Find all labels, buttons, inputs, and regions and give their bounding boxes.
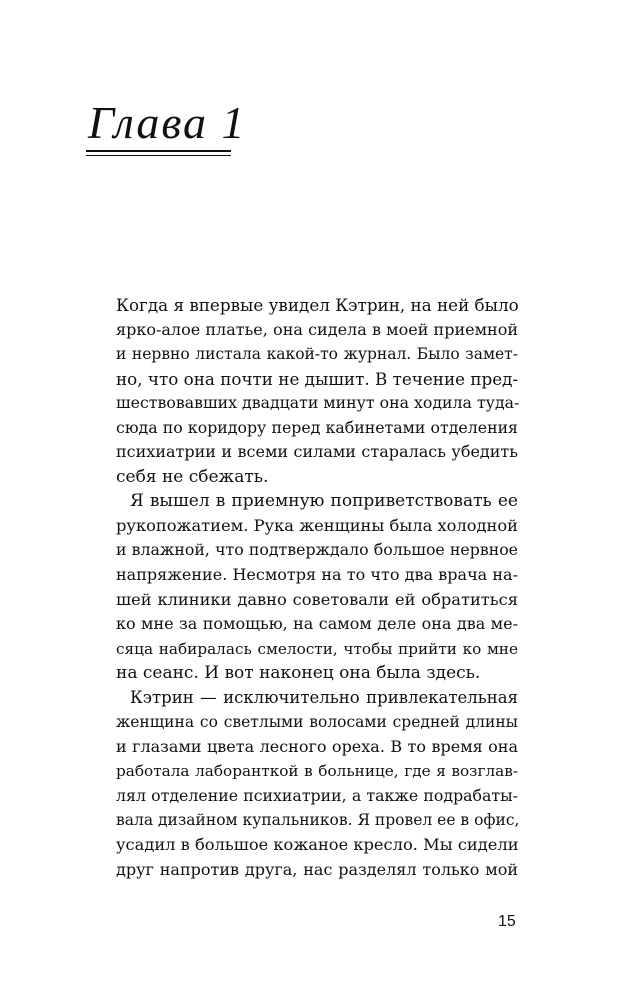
text-line: себя не сбежать. [116,466,269,487]
text-line: ко мне за помощью, на самом деле она два ме- [116,614,518,634]
text-line: на сеанс. И вот наконец она была здесь. [116,663,481,684]
text-line: сюда по коридору перед кабинетами отделения [116,417,518,437]
text-line: женщина со светлыми волосами средней длины [116,713,518,732]
title-underline-bottom [86,155,231,156]
title-underline-top [86,150,231,152]
text-line: вала дизайном купальников. Я провел ее в офис, [116,811,520,830]
text-line: но, что она почти не дышит. В течение пред- [116,368,519,389]
text-line: работала лаборанткой в больнице, где я возглав- [116,762,518,781]
text-line: рукопожатием. Рука женщины была холодной [116,515,518,535]
page-number: 15 [498,913,516,930]
chapter-title: Глава 1 [88,97,247,148]
text-line: и нервно листала какой-то журнал. Было замет- [116,345,518,364]
text-line: шествовавших двадцати минут она ходила туда- [116,393,520,413]
text-line: сяца набиралась смелости, чтобы прийти ко мне [116,639,518,658]
text-line: шей клиники давно советовали ей обратиться [116,589,518,609]
text-line: Кэтрин — исключительно привлекательная [130,687,518,707]
text-line: психиатрии и всеми силами старалась убедить [116,442,518,462]
text-line: друг напротив друга, нас разделял только мой [116,859,518,879]
text-line: Я вышел в приемную поприветствовать ее [130,491,518,512]
text-line: усадил в большое кожаное кресло. Мы сидели [116,835,519,855]
body-text [116,293,518,882]
text-line: и глазами цвета лесного ореха. В то время она [116,736,518,756]
text-line: и влажной, что подтверждало большое нервное [116,540,518,560]
text-line: Когда я впервые увидел Кэтрин, на ней было [116,295,519,315]
text-line: ярко-алое платье, она сидела в моей приемной [116,319,518,339]
text-line: напряжение. Несмотря на то что два врача на- [116,565,518,585]
text-line: лял отделение психиатрии, а также подрабаты- [116,785,518,805]
